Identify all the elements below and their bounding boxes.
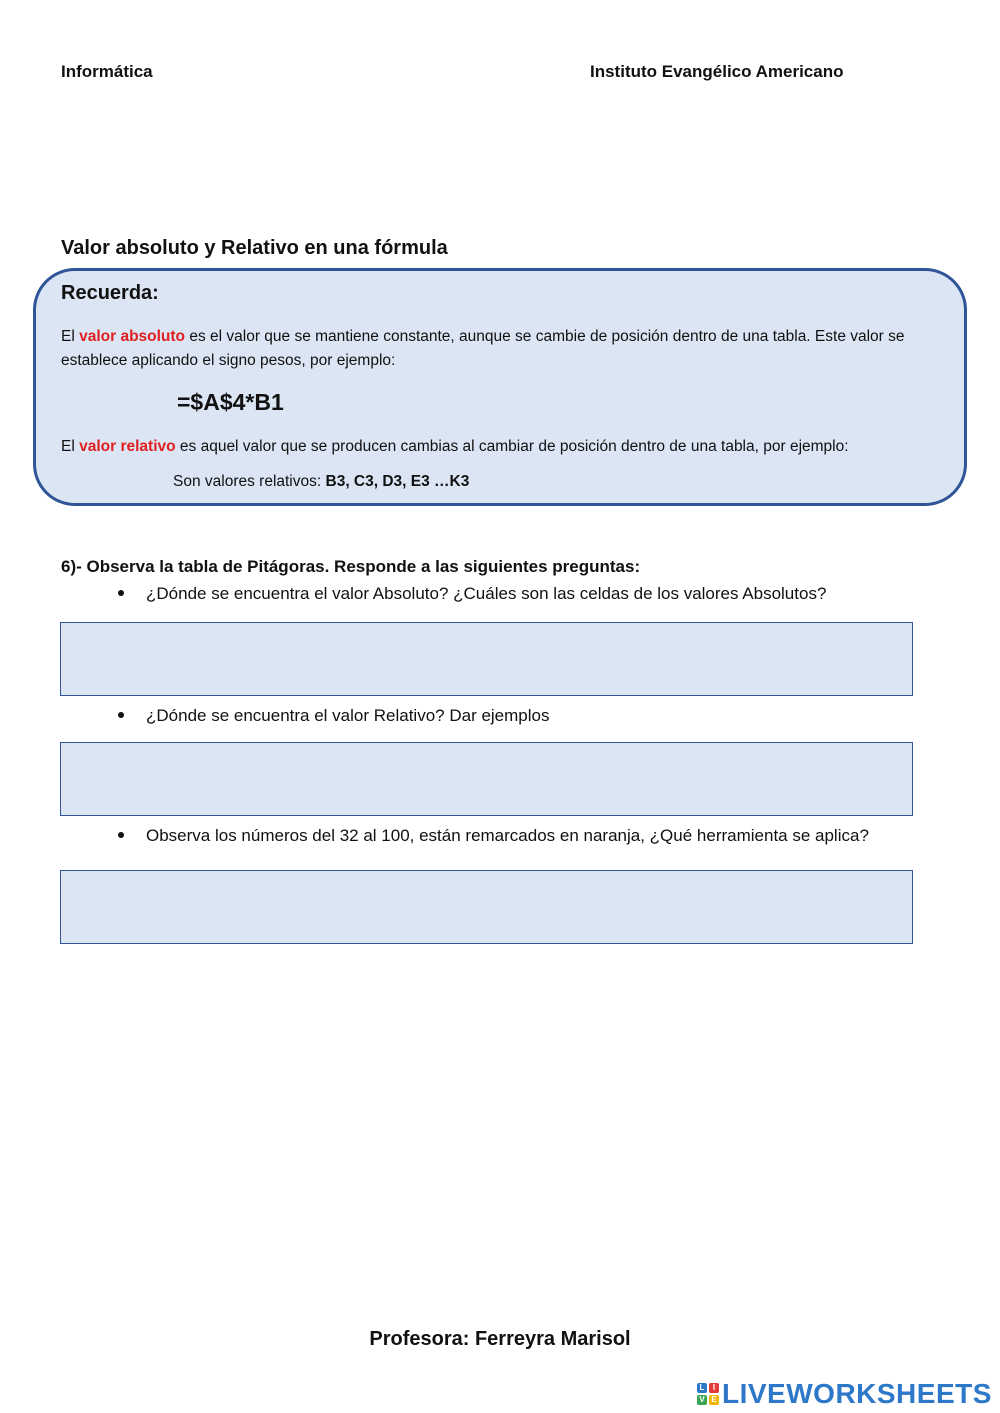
question-item bbox=[118, 826, 869, 846]
para1-prefix: El bbox=[61, 328, 80, 345]
bullet-icon bbox=[118, 590, 124, 596]
relative-value-definition bbox=[61, 435, 961, 459]
relative-values-example bbox=[173, 473, 469, 491]
relativos-values: B3, C3, D3, E3 …K3 bbox=[325, 473, 470, 490]
answer-field-3[interactable] bbox=[60, 870, 913, 944]
bullet-icon bbox=[118, 832, 124, 838]
answer-field-1[interactable] bbox=[60, 622, 913, 696]
para1-rest: es el valor que se mantiene constante, aunque se cambie de posición dentro de una tabla. Este valor se establece aplicando el signo pesos, por ejemplo: bbox=[61, 328, 905, 369]
question-text: ¿Dónde se encuentra el valor Relativo? Dar ejemplos bbox=[146, 706, 550, 725]
logo-letter: L bbox=[697, 1383, 707, 1393]
question-item bbox=[118, 706, 549, 726]
absolute-value-definition bbox=[61, 325, 951, 373]
teacher-name: Profesora: Ferreyra Marisol bbox=[369, 1328, 631, 1350]
bullet-icon bbox=[118, 712, 124, 718]
logo-letter: E bbox=[709, 1395, 719, 1405]
logo-letter: V bbox=[697, 1395, 707, 1405]
recuerda-title: Recuerda: bbox=[61, 282, 159, 304]
formula-example: =$A$4*B1 bbox=[177, 389, 284, 415]
section-title: Valor absoluto y Relativo en una fórmula bbox=[61, 237, 448, 259]
para2-prefix: El bbox=[61, 438, 80, 455]
logo-grid-icon bbox=[697, 1383, 719, 1405]
answer-field-2[interactable] bbox=[60, 742, 913, 816]
relative-value-term: valor relativo bbox=[79, 438, 176, 455]
header-institution: Instituto Evangélico Americano bbox=[590, 62, 844, 81]
logo-letter: I bbox=[709, 1383, 719, 1393]
header-subject: Informática bbox=[61, 62, 153, 81]
question-text: Observa los números del 32 al 100, están remarcados en naranja, ¿Qué herramienta se aplica? bbox=[146, 826, 869, 845]
relativos-label: Son valores relativos: bbox=[173, 473, 326, 490]
para2-rest: es aquel valor que se producen cambias al cambiar de posición dentro de una tabla, por ejemplo: bbox=[175, 438, 849, 455]
question-item bbox=[118, 584, 826, 604]
question-text: ¿Dónde se encuentra el valor Absoluto? ¿Cuáles son las celdas de los valores Absolutos? bbox=[146, 584, 827, 603]
logo-text: LIVEWORKSHEETS bbox=[722, 1378, 992, 1409]
absolute-value-term: valor absoluto bbox=[79, 328, 186, 345]
recuerda-box bbox=[33, 268, 967, 506]
liveworksheets-logo bbox=[697, 1378, 992, 1410]
question-heading: 6)- Observa la tabla de Pitágoras. Responde a las siguientes preguntas: bbox=[61, 557, 641, 576]
